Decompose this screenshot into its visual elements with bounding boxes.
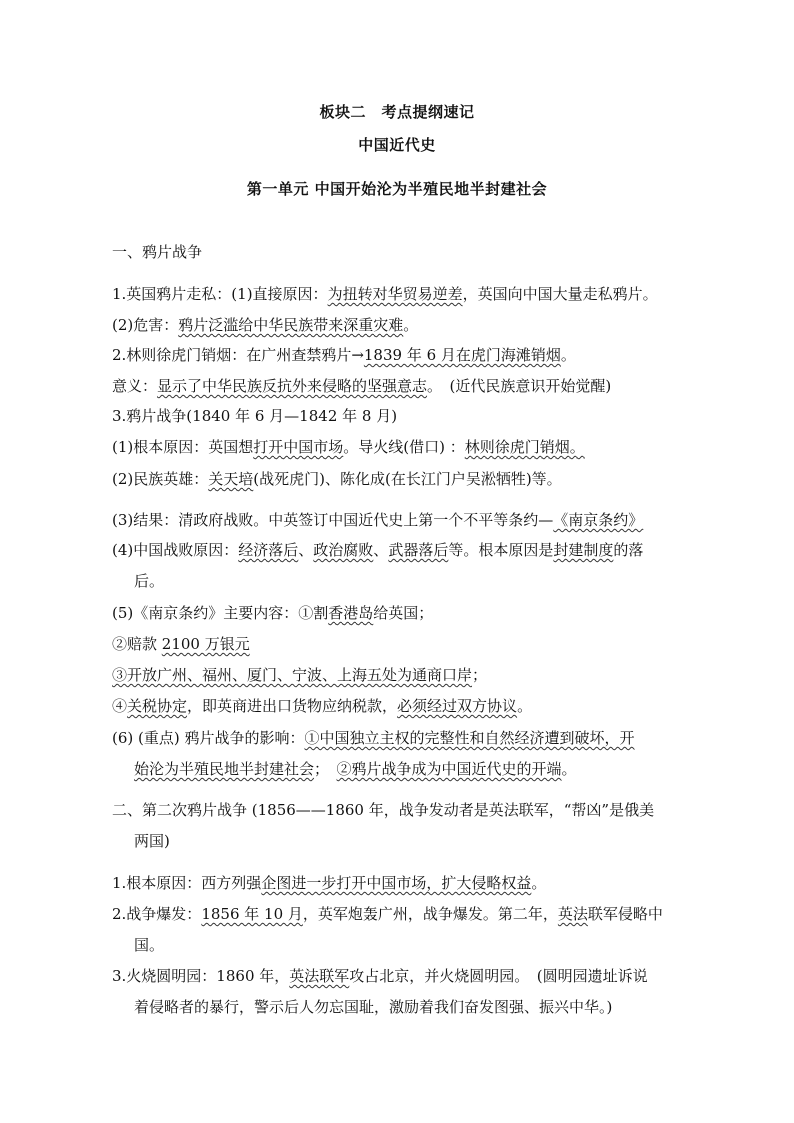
paragraph-line: 3.火烧圆明园：1860 年，英法联军攻占北京，并火烧圆明园。 (圆明园遗址诉说 [112,967,648,985]
key-point: 关税协定 [127,697,188,715]
key-point: 显示了中华民族反抗外来侵略的坚强意志 [157,377,428,395]
paragraph-line: 1.英国鸦片走私：(1)直接原因：为扭转对华贸易逆差，英国向中国大量走私鸦片。 [112,285,658,303]
key-point: ②鸦片战争成为中国近代史的开端 [336,760,562,778]
key-point: 1856 年 10 月 [201,905,303,923]
key-point: 1839 年 6 月在虎门海滩销烟 [363,346,561,364]
key-point: 企图进一步打开中国市场，扩大侵略权益 [261,874,532,892]
paragraph-line: 国。 [134,936,165,954]
paragraph-line: (6) (重点) 鸦片战争的影响：①中国独立主权的完整性和自然经济遭到破坏，开 [112,729,635,747]
paragraph-line: 1.根本原因：西方列强企图进一步打开中国市场，扩大侵略权益。 [112,874,547,892]
paragraph-line: (2)危害：鸦片泛滥给中华民族带来深重灾难。 [112,316,419,334]
key-point: 武器落后 [388,541,449,559]
key-point: 经济落后 [238,541,299,559]
key-point: 必须经过双方协议 [397,697,518,715]
key-point: 2100 万银元 [161,635,250,653]
paragraph-line: (1)根本原因：英国想打开中国市场。导火线(借口) ：林则徐虎门销烟。 [112,438,585,456]
key-point: 为扭转对华贸易逆差 [327,285,463,303]
block-title: 板块二 考点提纲速记 [319,103,475,121]
key-point: 政治腐败 [313,541,374,559]
paragraph-line: 3.鸦片战争(1840 年 6 月—1842 年 8 月) [112,407,398,425]
paragraph-line: 2.林则徐虎门销烟：在广州查禁鸦片→1839 年 6 月在虎门海滩销烟。 [112,346,576,364]
section-heading-second-opium-war: 二、第二次鸦片战争 (1856——1860 年，战争发动者是英法联军，“帮凶”是俄美 [112,801,655,819]
key-point: ③开放广州、福州、厦门、宁波、上海五处为通商口岸 [112,666,473,684]
key-point: 鸦片泛滥给中华民族带来深重灾难 [178,316,404,334]
paragraph-line: 意义：显示了中华民族反抗外来侵略的坚强意志。 (近代民族意识开始觉醒) [112,377,612,395]
key-point: 英法联军 [289,967,350,985]
subject-title: 中国近代史 [358,136,436,154]
paragraph-line: ③开放广州、福州、厦门、宁波、上海五处为通商口岸； [112,666,488,684]
paragraph-line: ④关税协定，即英商进出口货物应纳税款，必须经过双方协议。 [112,697,533,715]
paragraph-line: (4)中国战败原因：经济落后、政治腐败、武器落后等。根本原因是封建制度的落 [112,541,644,559]
paragraph-line: 2.战争爆发：1856 年 10 月，英军炮轰广州，战争爆发。第二年，英法联军侵略中 [112,905,663,923]
key-point: 始沦为半殖民地半封建社会 [134,760,315,778]
paragraph-line: 后。 [134,572,165,590]
paragraph-line: (2)民族英雄：关天培(战死虎门)、陈化成(在长江门户吴淞牺牲)等。 [112,470,562,488]
key-point: 香港岛 [328,604,374,622]
unit-title: 第一单元 中国开始沦为半殖民地半封建社会 [246,180,548,198]
key-point: 《南京条约》 [553,511,644,529]
section-heading-opium-war: 一、鸦片战争 [112,243,203,261]
key-point: 打开中国市场 [253,438,344,456]
key-point: 林则徐虎门销烟。 [464,438,585,456]
key-point: 关天培 [208,470,254,488]
paragraph-line: ②赔款 2100 万银元 [112,635,250,653]
paragraph-line: (5)《南京条约》主要内容：①割香港岛给英国； [112,604,434,622]
paragraph-line: 两国) [134,832,170,850]
key-point: 封建制度 [553,541,614,559]
paragraph-line: (3)结果：清政府战败。中英签订中国近代史上第一个不平等条约—《南京条约》 [112,511,644,529]
paragraph-line: 着侵略者的暴行，警示后人勿忘国耻，激励着我们奋发图强、振兴中华。) [134,998,613,1016]
key-point: ①中国独立主权的完整性和自然经济遭到破坏，开 [304,729,635,747]
key-point: 英法 [557,905,588,923]
paragraph-line: 始沦为半殖民地半封建社会； ②鸦片战争成为中国近代史的开端。 [134,760,577,778]
